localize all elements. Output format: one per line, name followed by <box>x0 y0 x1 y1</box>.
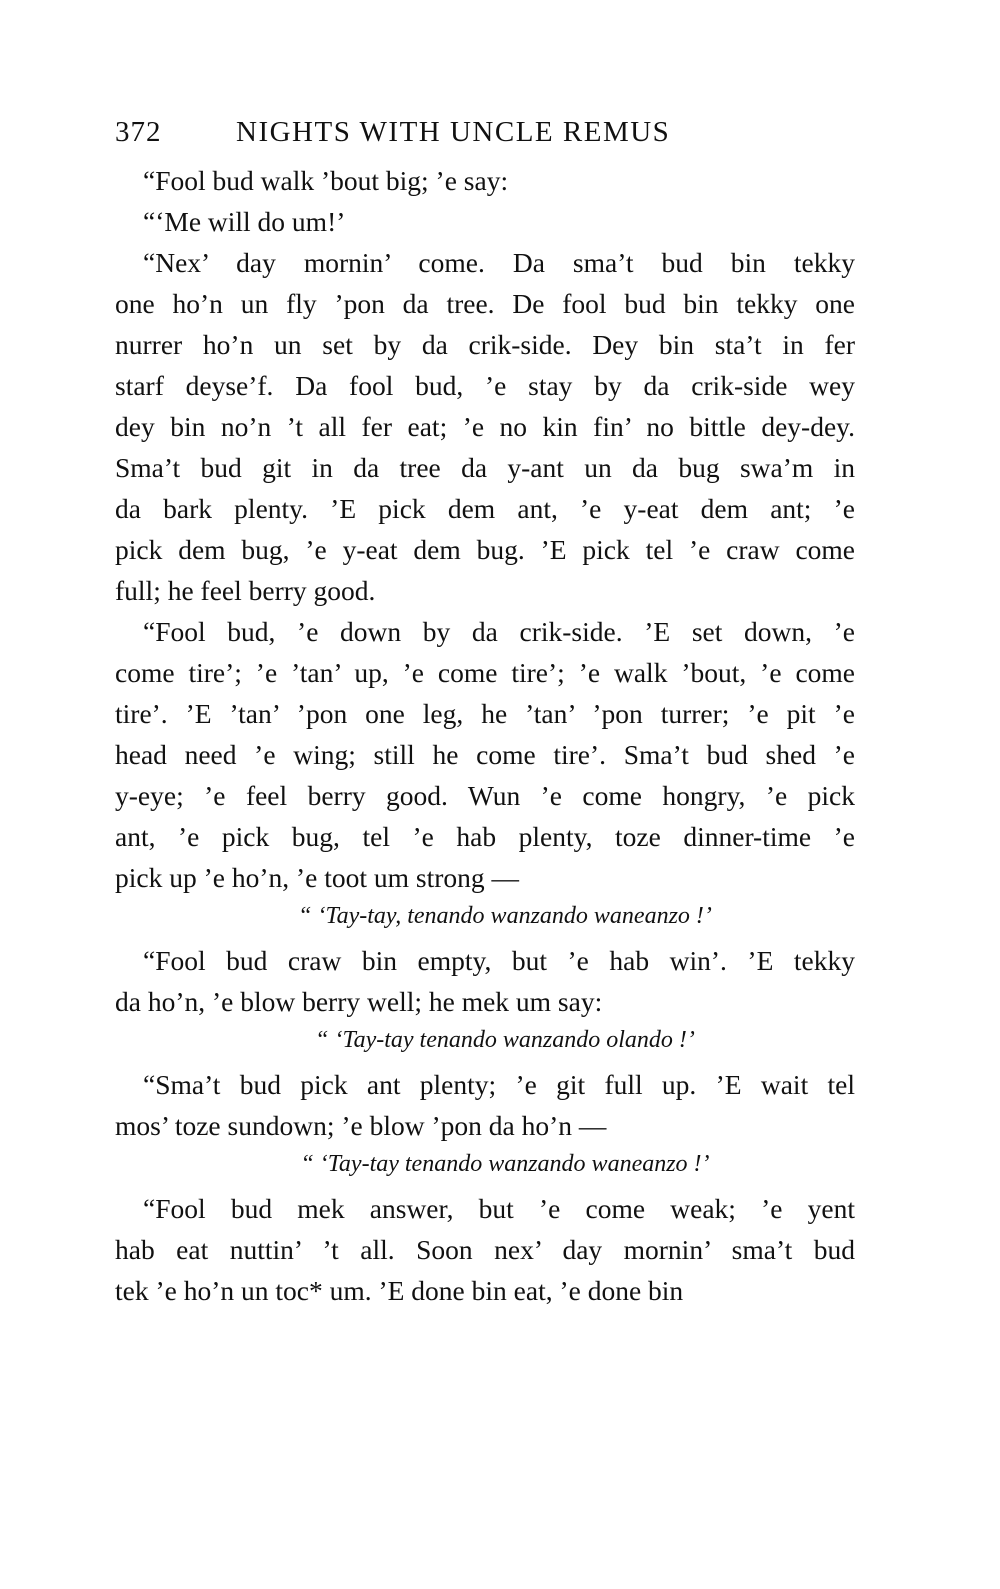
text-line: “Fool bud walk ’bout big; ’e say: <box>143 165 509 196</box>
text-line: da ho’n, ’e blow berry well; he mek um say: <box>115 986 603 1017</box>
text-line: ant, ’e pick bug, tel ’e hab plenty, toze dinner-time ’e <box>115 821 855 852</box>
song-verse: “ ‘Tay-tay tenando wanzando olando !’ <box>315 1027 695 1053</box>
book-page <box>115 108 855 1311</box>
text-line: “‘Me will do um!’ <box>143 206 346 237</box>
running-head <box>115 108 855 160</box>
text-line: “Fool bud craw bin empty, but ’e hab win’. ’E tekky <box>143 945 855 976</box>
text-line: hab eat nuttin’ ’t all. Soon nex’ day mornin’ sma’t bud <box>115 1234 855 1265</box>
text-line: mos’ toze sundown; ’e blow ’pon da ho’n — <box>115 1110 607 1141</box>
text-line: come tire’; ’e ’tan’ up, ’e come tire’; ’e walk ’bout, ’e come <box>115 657 855 688</box>
text-line: pick up ’e ho’n, ’e toot um strong — <box>115 862 520 893</box>
song-verse: “ ‘Tay-tay, tenando wanzando waneanzo !’ <box>298 903 712 929</box>
text-line: head need ’e wing; still he come tire’. Sma’t bud shed ’e <box>115 739 855 770</box>
body-text <box>115 160 855 1311</box>
text-line: “Fool bud mek answer, but ’e come weak; ’e yent <box>143 1193 855 1224</box>
text-line: da bark plenty. ’E pick dem ant, ’e y-eat dem ant; ’e <box>115 493 855 524</box>
paragraph <box>115 611 855 898</box>
text-line: pick dem bug, ’e y-eat dem bug. ’E pick tel ’e craw come <box>115 534 855 565</box>
text-line: starf deyse’f. Da fool bud, ’e stay by da crik-side wey <box>115 370 855 401</box>
text-line: dey bin no’n ’t all fer eat; ’e no kin fin’ no bittle dey-dey. <box>115 411 855 442</box>
text-line: tire’. ’E ’tan’ ’pon one leg, he ’tan’ ’pon turrer; ’e pit ’e <box>115 698 855 729</box>
text-line: tek ’e ho’n un toc* um. ’E done bin eat, ’e done bin <box>115 1275 684 1306</box>
text-line: one ho’n un fly ’pon da tree. De fool bud bin tekky one <box>115 288 855 319</box>
page-number: 372 <box>115 116 162 148</box>
text-line: “Fool bud, ’e down by da crik-side. ’E set down, ’e <box>143 616 855 647</box>
text-line: “Nex’ day mornin’ come. Da sma’t bud bin tekky <box>143 247 855 278</box>
text-line: Sma’t bud git in da tree da y-ant un da bug swa’m in <box>115 452 855 483</box>
paragraph <box>115 1064 855 1146</box>
text-line: nurrer ho’n un set by da crik-side. Dey bin sta’t in fer <box>115 329 855 360</box>
running-title: NIGHTS WITH UNCLE REMUS <box>236 116 671 148</box>
song-verse: “ ‘Tay-tay tenando wanzando waneanzo !’ <box>300 1151 710 1177</box>
paragraph <box>115 940 855 1022</box>
paragraph <box>115 1188 855 1311</box>
text-line: full; he feel berry good. <box>115 575 376 606</box>
paragraph <box>115 201 855 242</box>
text-line: y-eye; ’e feel berry good. Wun ’e come hongry, ’e pick <box>115 780 855 811</box>
paragraph <box>115 160 855 201</box>
paragraph <box>115 242 855 611</box>
text-line: “Sma’t bud pick ant plenty; ’e git full up. ’E wait tel <box>143 1069 855 1100</box>
